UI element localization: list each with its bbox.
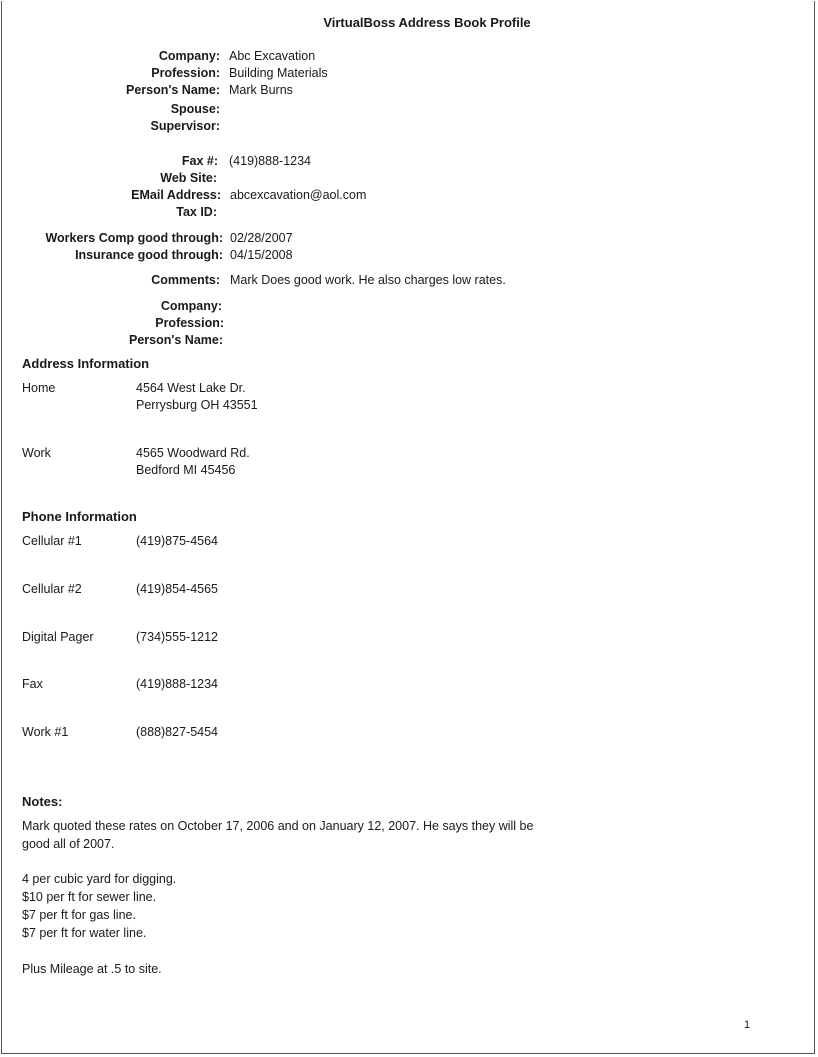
- email-value: abcexcavation@aol.com: [230, 188, 367, 202]
- profession-label: Profession:: [151, 66, 220, 80]
- notes-line: Plus Mileage at .5 to site.: [22, 962, 162, 976]
- fax-label: Fax #:: [181, 154, 218, 168]
- page-number: 1: [744, 1019, 751, 1031]
- phone-number: (888)827-5454: [136, 725, 219, 739]
- insurance-value: 04/15/2008: [230, 248, 293, 262]
- report-title: VirtualBoss Address Book Profile: [323, 15, 531, 30]
- company-label: Company:: [158, 49, 220, 63]
- person-name-label: Person's Name:: [126, 83, 220, 97]
- address-line1: 4564 West Lake Dr.: [136, 381, 246, 395]
- address-type: Home: [22, 381, 56, 395]
- secondary-company-label: Company:: [160, 299, 222, 313]
- notes-line: Mark quoted these rates on October 17, 2006 and on January 12, 2007. He says they will be: [22, 819, 534, 833]
- comments-label: Comments:: [151, 273, 220, 287]
- fax-value: (419)888-1234: [229, 154, 312, 168]
- workers-comp-value: 02/28/2007: [230, 231, 293, 245]
- notes-title: Notes:: [22, 794, 63, 809]
- phone-number: (419)854-4565: [136, 582, 219, 596]
- phone-type: Cellular #1: [22, 534, 82, 548]
- notes-line: 4 per cubic yard for digging.: [22, 872, 177, 886]
- notes-line: good all of 2007.: [22, 837, 115, 851]
- phone-number: (419)888-1234: [136, 677, 219, 691]
- person-name-value: Mark Burns: [229, 83, 293, 97]
- supervisor-label: Supervisor:: [150, 119, 220, 133]
- company-value: Abc Excavation: [229, 49, 316, 63]
- phone-type: Fax: [22, 677, 43, 691]
- secondary-profession-label: Profession:: [155, 316, 224, 330]
- secondary-person-name-label: Person's Name:: [129, 333, 223, 347]
- phone-number: (419)875-4564: [136, 534, 219, 548]
- address-section-title: Address Information: [22, 356, 150, 371]
- notes-line: $7 per ft for gas line.: [22, 908, 136, 922]
- phone-type: Cellular #2: [22, 582, 82, 596]
- insurance-label: Insurance good through:: [75, 248, 223, 262]
- phone-type: Digital Pager: [22, 630, 94, 644]
- phone-type: Work #1: [22, 725, 69, 739]
- phone-number: (734)555-1212: [136, 630, 219, 644]
- address-line2: Perrysburg OH 43551: [136, 398, 258, 412]
- comments-value: Mark Does good work. He also charges low rates.: [230, 273, 506, 287]
- notes-line: $10 per ft for sewer line.: [22, 890, 157, 904]
- spouse-label: Spouse:: [170, 102, 220, 116]
- address-line1: 4565 Woodward Rd.: [136, 446, 250, 460]
- address-type: Work: [22, 446, 51, 460]
- workers-comp-label: Workers Comp good through:: [45, 231, 223, 245]
- profession-value: Building Materials: [229, 66, 328, 80]
- address-line2: Bedford MI 45456: [136, 463, 236, 477]
- tax-id-label: Tax ID:: [176, 205, 217, 219]
- website-label: Web Site:: [160, 171, 217, 185]
- email-label: EMail Address:: [131, 188, 221, 202]
- notes-line: $7 per ft for water line.: [22, 926, 147, 940]
- phone-section-title: Phone Information: [22, 509, 137, 524]
